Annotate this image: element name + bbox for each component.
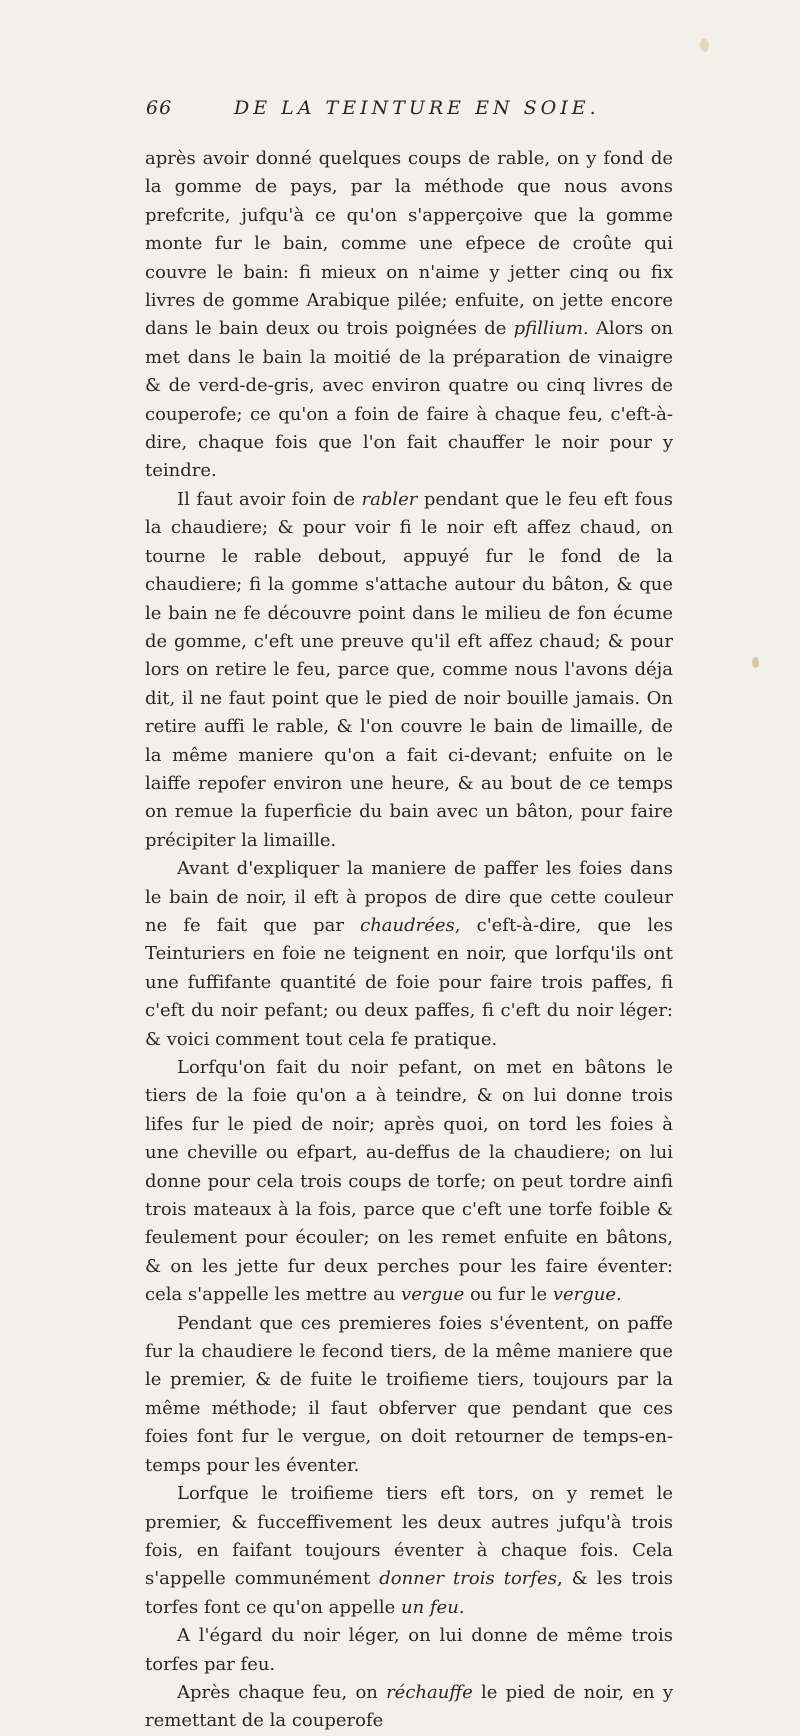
text-segment: , & les trois torfes font ce qu'on appelle xyxy=(145,1568,673,1618)
text-segment: A l'égard du noir léger, on lui donne de même trois torfes par feu. xyxy=(145,1625,673,1675)
text-segment: Alors on met dans le bain la moitié de la préparation de vinaigre & de verd-de-gris, avec environ quatre ou cinq livres de couperofe; ce qu'on a foin de faire à chaque feu, c'eft-à-dire, chaque fois que l'on fait chauffer le noir pour y teindre. xyxy=(145,318,673,482)
text-segment: Pendant que ces premieres foies s'éventent, on paffe fur la chaudiere le fecond tiers, de la même maniere que le premier, & de fuite le troifieme tiers, toujours par la même méthode; il faut obferver que pendant que ces foies font fur le vergue, on doit retourner de temps-en-temps pour les éventer. xyxy=(145,1312,673,1476)
text-segment: après avoir donné quelques coups de rable, on y fond de la gomme de pays, par la méthode que nous avons prefcrite, jufqu'à ce qu'on s'apperçoive que la gomme monte fur le bain, comme une efpece de croûte qui couvre le bain: fi mieux on n'aime y jetter cinq ou fix livres de gomme Arabique pilée; enfuite, on jette encore dans le bain deux ou trois poignées de xyxy=(145,148,673,340)
text-segment: Avant d'expliquer la maniere de paffer les foies dans le bain de noir, il eft à propos de dire que cette couleur ne fe fait que par xyxy=(145,858,673,936)
italic-term: un feu. xyxy=(400,1596,465,1618)
italic-term: vergue. xyxy=(552,1284,622,1306)
italic-term: vergue xyxy=(401,1284,465,1306)
text-segment: Il faut avoir foin de xyxy=(177,488,362,510)
italic-term: réchauffe xyxy=(386,1681,473,1703)
paragraph xyxy=(145,1622,673,1679)
text-segment: Lorfqu'on fait du noir pefant, on met en bâtons le tiers de la foie qu'on a à teindre, & on lui donne trois lifes fur le pied de noir; après quoi, on tord les foies à une cheville ou efpart, au-deffus de la chaudiere; on lui donne pour cela trois coups de torfe; on peut tordre ainfi trois mateaux à la fois, parce que c'eft une torfe foible & feulement pour écouler; on les remet enfuite en bâtons, & on les jette fur deux perches pour les faire éventer: cela s'appelle les mettre au xyxy=(145,1057,673,1306)
text-segment: Après chaque feu, on xyxy=(177,1681,387,1703)
italic-term: rabler xyxy=(361,488,418,510)
page-number: 66 xyxy=(146,97,173,119)
paragraph xyxy=(145,1679,673,1736)
page-body xyxy=(145,145,673,1732)
paragraph xyxy=(145,855,673,1054)
paragraph xyxy=(145,1310,673,1480)
running-header xyxy=(146,97,651,129)
paper-stain xyxy=(700,38,709,52)
paper-stain xyxy=(752,657,759,668)
text-segment: le pied de noir, en y remettant de la couperofe xyxy=(145,1681,673,1732)
running-title: DE LA TEINTURE EN SOIE. xyxy=(234,97,600,119)
text-segment: Lorfque le troifieme tiers eft tors, on y remet le premier, & fucceffivement les deux autres jufqu'à trois fois, en faifant toujours éventer à chaque fois. Cela s'appelle communément xyxy=(145,1483,673,1590)
italic-term: pfillium. xyxy=(513,318,589,340)
paragraph xyxy=(145,1480,673,1622)
italic-term: chaudrées xyxy=(360,914,455,936)
paragraph xyxy=(145,145,673,486)
text-segment: , c'eft-à-dire, que les Teinturiers en foie ne teignent en noir, que lorfqu'ils ont une fuffifante quantité de foie pour faire trois paffes, fi c'eft du noir pefant; ou deux paffes, fi c'eft du noir léger: & voici comment tout cela fe pratique. xyxy=(145,914,673,1050)
italic-term: donner trois torfes xyxy=(379,1568,557,1590)
text-segment: pendant que le feu eft fous la chaudiere; & pour voir fi le noir eft affez chaud, on tourne le rable debout, appuyé fur le fond de la chaudiere; fi la gomme s'attache autour du bâton, & que le bain ne fe découvre point dans le milieu de fon écume de gomme, c'eft une preuve qu'il eft affez chaud; & pour lors on retire le feu, parce que, comme nous l'avons déja dit, il ne faut point que le pied de noir bouille jamais. On retire auffi le rable, & l'on couvre le bain de limaille, de la même maniere qu'on a fait ci-devant; enfuite on le laiffe repofer environ une heure, & au bout de ce temps on remue la fuperficie du bain avec un bâton, pour faire précipiter la limaille. xyxy=(145,488,673,851)
text-segment: ou fur le xyxy=(464,1284,553,1306)
paragraph xyxy=(145,486,673,855)
paragraph xyxy=(145,1054,673,1310)
